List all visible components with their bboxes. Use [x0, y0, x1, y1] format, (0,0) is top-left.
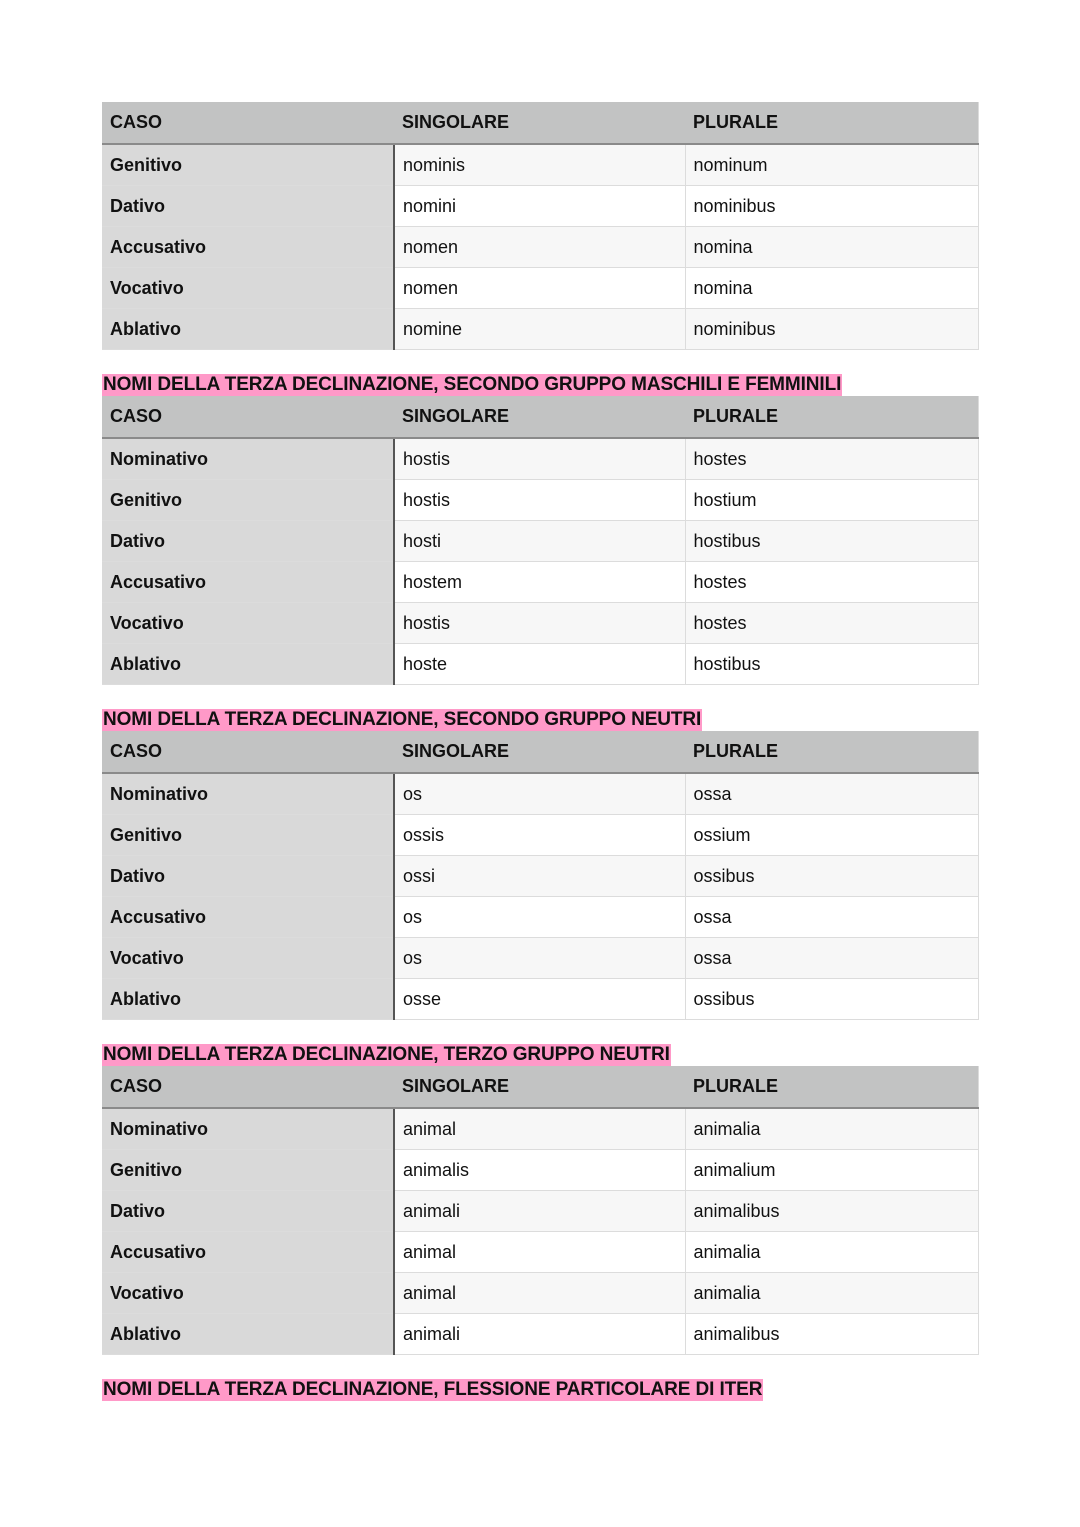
- table-row: [102, 897, 978, 938]
- case-cell: Ablativo: [102, 1314, 394, 1355]
- plural-cell: nomina: [685, 227, 978, 268]
- table-row: [102, 309, 978, 350]
- case-cell: Dativo: [102, 186, 394, 227]
- table-row: [102, 1150, 978, 1191]
- section-gap: [102, 350, 978, 374]
- header-caso: CASO: [102, 102, 394, 144]
- plural-cell: hostium: [685, 480, 978, 521]
- case-cell: Ablativo: [102, 979, 394, 1020]
- table-row: [102, 938, 978, 979]
- case-cell: Ablativo: [102, 644, 394, 685]
- declension-table: [102, 102, 979, 350]
- singular-cell: os: [394, 897, 685, 938]
- declension-table: [102, 1066, 979, 1355]
- plural-cell: animalia: [685, 1108, 978, 1150]
- singular-cell: animalis: [394, 1150, 685, 1191]
- table-row: [102, 603, 978, 644]
- header-caso: CASO: [102, 1066, 394, 1108]
- singular-cell: hostis: [394, 603, 685, 644]
- case-cell: Nominativo: [102, 773, 394, 815]
- table-row: [102, 268, 978, 309]
- plural-cell: animalia: [685, 1232, 978, 1273]
- case-cell: Accusativo: [102, 897, 394, 938]
- plural-cell: ossa: [685, 897, 978, 938]
- table-row: [102, 1191, 978, 1232]
- case-cell: Vocativo: [102, 1273, 394, 1314]
- case-cell: Genitivo: [102, 144, 394, 186]
- plural-cell: hostes: [685, 603, 978, 644]
- section-gap: [102, 685, 978, 709]
- plural-cell: hostibus: [685, 521, 978, 562]
- case-cell: Dativo: [102, 1191, 394, 1232]
- table-row: [102, 227, 978, 268]
- table-row: [102, 1108, 978, 1150]
- singular-cell: osse: [394, 979, 685, 1020]
- singular-cell: nominis: [394, 144, 685, 186]
- table-row: [102, 1232, 978, 1273]
- singular-cell: ossi: [394, 856, 685, 897]
- header-caso: CASO: [102, 396, 394, 438]
- header-singolare: SINGOLARE: [394, 731, 685, 773]
- table-header-row: [102, 731, 978, 773]
- section-title: NOMI DELLA TERZA DECLINAZIONE, TERZO GRUPPO NEUTRI: [103, 1044, 670, 1065]
- singular-cell: animali: [394, 1314, 685, 1355]
- singular-cell: animal: [394, 1232, 685, 1273]
- table-header-row: [102, 1066, 978, 1108]
- table-header-row: [102, 102, 978, 144]
- header-singolare: SINGOLARE: [394, 1066, 685, 1108]
- table-row: [102, 773, 978, 815]
- case-cell: Genitivo: [102, 1150, 394, 1191]
- case-cell: Accusativo: [102, 227, 394, 268]
- case-cell: Dativo: [102, 521, 394, 562]
- plural-cell: animalium: [685, 1150, 978, 1191]
- table-row: [102, 815, 978, 856]
- table-row: [102, 438, 978, 480]
- declension-table: [102, 731, 979, 1020]
- case-cell: Accusativo: [102, 1232, 394, 1273]
- case-cell: Dativo: [102, 856, 394, 897]
- case-cell: Vocativo: [102, 268, 394, 309]
- header-caso: CASO: [102, 731, 394, 773]
- table-row: [102, 521, 978, 562]
- plural-cell: ossibus: [685, 856, 978, 897]
- case-cell: Nominativo: [102, 438, 394, 480]
- singular-cell: animal: [394, 1108, 685, 1150]
- plural-cell: nomina: [685, 268, 978, 309]
- plural-cell: animalibus: [685, 1191, 978, 1232]
- case-cell: Genitivo: [102, 815, 394, 856]
- case-cell: Vocativo: [102, 603, 394, 644]
- table-header-row: [102, 396, 978, 438]
- singular-cell: hostis: [394, 438, 685, 480]
- singular-cell: ossis: [394, 815, 685, 856]
- table-row: [102, 979, 978, 1020]
- singular-cell: hoste: [394, 644, 685, 685]
- header-plurale: PLURALE: [685, 102, 978, 144]
- plural-cell: hostes: [685, 562, 978, 603]
- singular-cell: animali: [394, 1191, 685, 1232]
- plural-cell: hostibus: [685, 644, 978, 685]
- plural-cell: ossa: [685, 938, 978, 979]
- plural-cell: ossibus: [685, 979, 978, 1020]
- header-plurale: PLURALE: [685, 396, 978, 438]
- table-row: [102, 562, 978, 603]
- document-page: [102, 102, 978, 1401]
- section-gap: [102, 1355, 978, 1379]
- table-row: [102, 480, 978, 521]
- declension-table: [102, 396, 979, 685]
- plural-cell: nominibus: [685, 186, 978, 227]
- table-row: [102, 144, 978, 186]
- section-title: NOMI DELLA TERZA DECLINAZIONE, SECONDO GRUPPO NEUTRI: [103, 709, 702, 730]
- singular-cell: hostis: [394, 480, 685, 521]
- final-section-title: NOMI DELLA TERZA DECLINAZIONE, FLESSIONE PARTICOLARE DI ITER: [103, 1379, 763, 1400]
- plural-cell: ossium: [685, 815, 978, 856]
- case-cell: Ablativo: [102, 309, 394, 350]
- singular-cell: nomen: [394, 227, 685, 268]
- singular-cell: os: [394, 773, 685, 815]
- table-row: [102, 644, 978, 685]
- header-singolare: SINGOLARE: [394, 102, 685, 144]
- section-title: NOMI DELLA TERZA DECLINAZIONE, SECONDO GRUPPO MASCHILI E FEMMINILI: [103, 374, 842, 395]
- header-plurale: PLURALE: [685, 731, 978, 773]
- header-singolare: SINGOLARE: [394, 396, 685, 438]
- table-row: [102, 1273, 978, 1314]
- case-cell: Accusativo: [102, 562, 394, 603]
- section-gap: [102, 1020, 978, 1044]
- singular-cell: animal: [394, 1273, 685, 1314]
- plural-cell: hostes: [685, 438, 978, 480]
- plural-cell: nominum: [685, 144, 978, 186]
- singular-cell: os: [394, 938, 685, 979]
- table-row: [102, 856, 978, 897]
- table-row: [102, 186, 978, 227]
- table-row: [102, 1314, 978, 1355]
- singular-cell: nomen: [394, 268, 685, 309]
- plural-cell: animalibus: [685, 1314, 978, 1355]
- case-cell: Vocativo: [102, 938, 394, 979]
- singular-cell: nomine: [394, 309, 685, 350]
- case-cell: Nominativo: [102, 1108, 394, 1150]
- singular-cell: nomini: [394, 186, 685, 227]
- header-plurale: PLURALE: [685, 1066, 978, 1108]
- case-cell: Genitivo: [102, 480, 394, 521]
- plural-cell: animalia: [685, 1273, 978, 1314]
- plural-cell: nominibus: [685, 309, 978, 350]
- singular-cell: hostem: [394, 562, 685, 603]
- singular-cell: hosti: [394, 521, 685, 562]
- plural-cell: ossa: [685, 773, 978, 815]
